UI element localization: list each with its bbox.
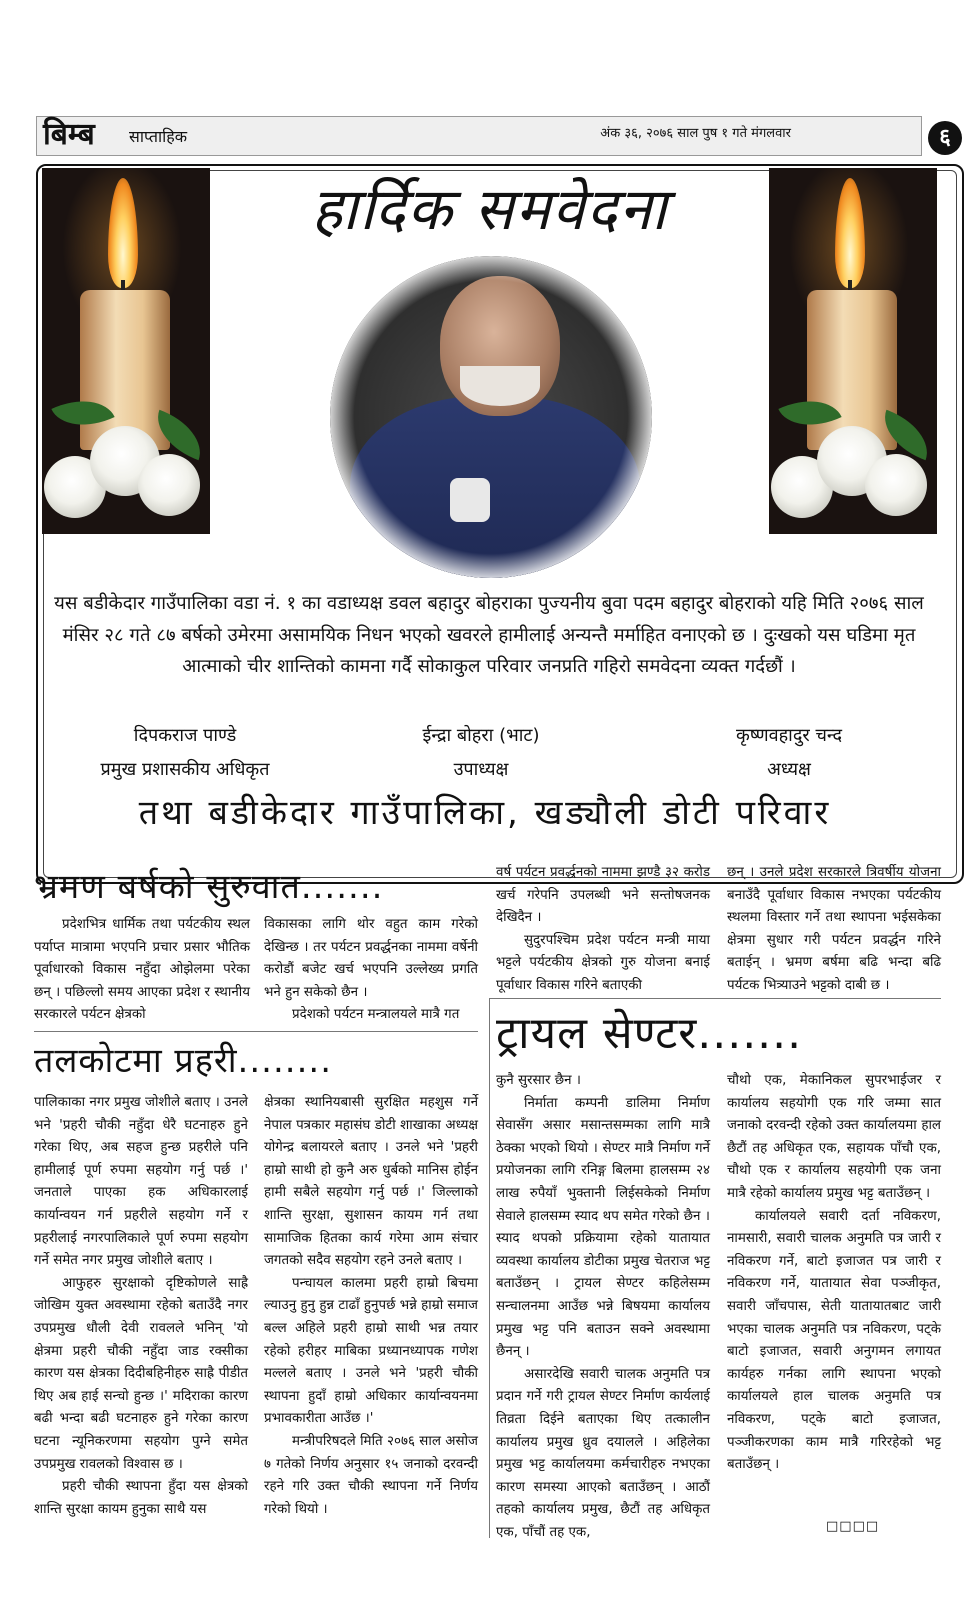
newspaper-name: बिम्ब [43,117,95,152]
paragraph: क्षेत्रका स्थानियबासी सुरक्षित महशुस गर्ने नेपाल पत्रकार महासंघ डोटी शाखाका अध्यक्ष योगेन्द्र बलायरले बताए । उनले भने 'प्रहरी हाम्रो साथी हो कुनै अरु धुर्बको मानिस होईन हामी सबैले सहयोग गर्नु पर्छ ।' जिल्लाको शान्ति सुरक्षा, सुशासन कायम गर्न तथा सामाजिक हितका कार्य गरेमा आम संचार जगतको सदैव सहयोग रहने उनले बताए । [264,1095,478,1269]
section-divider [489,998,941,999]
police-column-2 [264,1092,478,1521]
paragraph: कुनै सुरसार छैन । [496,1073,581,1088]
signatory-title-1: प्रमुख प्रशासकीय अधिकृत [100,759,270,780]
paragraph: पालिकाका नगर प्रमुख जोशीले बताए । उनले भने 'प्रहरी चौकी नहुँदा धेरै घटनाहरु हुने गरेका थिए, अब सहज हुन्छ प्रहरीले पनि हामीलाई पूर्ण रुपमा सहयोग गर्नु पर्छ ।' जनताले पाएका हक अधिकारलाई कार्यान्वयन गर्न प्रहरीले सहयोग गर्ने र प्रहरीलाई नगरपालिकाले पूर्ण रुपमा सहयोग गर्ने समेत नगर प्रमुख जोशीले बताए । [34,1095,248,1269]
tourism-column-4 [727,862,941,998]
tourism-article-title: भ्रमण बर्षको सुरुवात....... [34,867,384,907]
trial-centre-column-1 [496,1070,710,1544]
condolence-closing: तथा बडीकेदार गाउँपालिका, खड्यौली डोटी परिवार [138,793,832,833]
white-rose-icon [138,454,200,516]
paragraph: कार्यालयले सवारी दर्ता नविकरण, नामसारी, सवारी चालक अनुमति पत्र जारी र नविकरण गर्ने, बाटो इजाजत पत्र जारी र नविकरण गर्ने, यातायात सेवा पञ्जीकृत, सवारी जाँचपास, सेती यातायातबाट जारी भएका चालक अनुमति पत्र नविकरण, पट्के बाटो इजाजत, सवारी अनुगमन लगायत कार्यहरु गर्नका लागि स्थापना भएको कार्यालयले हाल चालक अनुमति पत्र नविकरण, पट्के बाटो इजाजत, पञ्जीकरणका काम मात्रै गरिरहेको भट्ट बताउँछन् । [727,1208,941,1473]
paragraph: प्रहरी चौकी स्थापना हुँदा यस क्षेत्रको शान्ति सुरक्षा कायम हुनुका साथै यस [34,1479,248,1517]
paragraph: विकासका लागि थोर वहुत काम गरेको देखिन्छ । तर पर्यटन प्रवर्द्धनका नाममा वर्षेनी करोडौं बजेट खर्च भएपनि उल्लेख्य प्रगति भने हुन सकेको छैन । [264,917,478,1000]
signatory-title-2: उपाध्यक्ष [453,759,509,780]
paragraph: वर्ष पर्यटन प्रवर्द्धनको नाममा झण्डै ३२ करोड खर्च गरेपनि उपलब्धी भने सन्तोषजनक देखिदैन । [496,865,710,926]
paragraph: सुदुरपश्चिम प्रदेश पर्यटन मन्त्री माया भट्टले पर्यटकीय क्षेत्रको गुरु योजना बनाई पूर्वाधार विकास गरिने बताएकी [496,932,710,993]
paragraph: निर्माता कम्पनी डालिमा निर्माण सेवासँग असार मसान्तसम्मका लागि मात्रै ठेक्का भएको थियो । सेण्टर मात्रै निर्माण गर्ने प्रयोजनका लागि रनिङ्ग बिलमा हालसम्म २४ लाख रुपैयाँ भुक्तानी लिईसकेको निर्माण सेवाले हालसम्म स्याद थप समेत गरेको छैन । स्याद थपको प्रक्रियामा रहेको यातायात व्यवस्था कार्यालय डोटीका प्रमुख चेतराज भट्ट बताउँछन् । ट्रायल सेण्टर कहिलेसम्म सन्चालनमा आउँछ भन्ने बिषयमा कार्यालय प्रमुख भट्ट पनि बताउन सक्ने अवस्थामा छैनन् । [496,1095,710,1360]
trial-centre-article-title: ट्रायल सेण्टर....... [496,1008,803,1059]
police-column-1 [34,1092,248,1521]
candle-image-right [769,168,937,534]
tourism-column-1 [34,914,250,1027]
trial-centre-column-2 [727,1070,941,1477]
paragraph: असारदेखि सवारी चालक अनुमति पत्र प्रदान गर्ने गरी ट्रायल सेण्टर निर्माण कार्यलाई तिव्रता दिईने बताएका थिए तत्कालीन कार्यालय प्रमुख ध्रुव दयालले । अहिलेका प्रमुख भट्ट कार्यालयमा कर्मचारीहरु नभएका कारण समस्या आएको बताउँछन् । आठौं तहको कार्यालय प्रमुख, छैटौं तह अधिकृत एक, पाँचौं तह एक, [496,1366,710,1540]
signatory-name-1: दिपकराज पाण्डे [133,725,237,746]
paragraph: मन्त्रीपरिषदले मिति २०७६ साल असोज ७ गतेको निर्णय अनुसार १५ जनाको दरवन्दी रहने गरि उक्त चौकी स्थापना गर्ने निर्णय गरेको थियो । [264,1433,478,1517]
paragraph: चौथो एक, मेकानिकल सुपरभाईजर र कार्यालय सहयोगी एक गरि जम्मा सात जनाको दरवन्दी रहेको उक्त कार्यालयमा हाल छैटौं तह अधिकृत एक, सहायक पाँचौ एक, चौथो एक र कार्यालय सहयोगी एक जना मात्रै रहेको कार्यालय प्रमुख भट्ट बताउँछन् । [727,1073,941,1201]
issue-date-line: अंक ३६, २०७६ साल पुष १ गते मंगलवार [600,126,791,141]
tourism-column-2 [264,914,478,1027]
signatory-name-3: कृष्णवहादुर चन्द [735,725,843,746]
newspaper-subtitle: साप्ताहिक [129,127,188,146]
section-divider [34,1031,478,1032]
article-end-mark: □□□□ [826,1519,880,1534]
deceased-portrait [330,256,652,578]
signatory-name-2: ईन्द्रा बोहरा (भाट) [422,725,540,746]
paragraph: आफुहरु सुरक्षाको दृष्टिकोणले साह्रै जोखिम युक्त अवस्थामा रहेको बताउँदै नगर उपप्रमुख धौली देवी रावलले भनिन् 'यो क्षेत्रमा प्रहरी चौकी नहुँदा जाड रक्सीका कारण यस क्षेत्रका दिदीबहिनीहरु साह्रै पीडीत थिए अब हाई सन्चो हुन्छ ।' मदिराका कारण बढी भन्दा बढी घटनाहरु हुने गरेका कारण घटना न्यूनिकरणमा सहयोग पुग्ने समेत उपप्रमुख रावलको विश्वास छ । [34,1275,248,1472]
column-divider [489,998,490,1538]
portrait-vignette [330,256,652,578]
tourism-column-3 [496,862,710,998]
police-article-title: तलकोटमा प्रहरी........ [34,1041,333,1081]
white-rose-icon [865,454,927,516]
masthead [36,116,922,156]
condolence-heading: हार्दिक समवेदना [311,175,669,243]
signatory-title-3: अध्यक्ष [767,759,811,780]
paragraph: पन्चायल कालमा प्रहरी हाम्रो बिचमा ल्याउनु हुनु हुन्न टाढाँ हुनुपर्छ भन्ने हाम्रो समाज बल्ल अहिले प्रहरी हाम्रो साथी भन्न तयार रहेको हरीहर माबिका प्रध्यानध्यापक गणेश मल्लले बताए । उनले भने 'प्रहरी चौकी स्थापना हुदाँ हाम्रो अधिकार कार्यान्वयनमा प्रभावकारीता आउँछ ।' [264,1275,478,1427]
paragraph: छन् । उनले प्रदेश सरकारले त्रिवर्षीय योजना बनाउँदै पूर्वाधार विकास नभएका पर्यटकीय स्थलमा विस्तार गर्ने तथा स्थापना भईसकेका क्षेत्रमा सुधार गरी पर्यटन प्रवर्द्धन गरिने बताईन् । भ्रमण बर्षमा बढि भन्दा बढि पर्यटक भित्र्याउने भट्टको दाबी छ । [727,865,941,993]
page-number-badge: ६ [928,121,962,155]
paragraph: प्रदेशभित्र धार्मिक तथा पर्यटकीय स्थल पर्याप्त मात्रामा भएपनि प्रचार प्रसार भौतिक पूर्वाधारको विकास नहुँदा ओझेलमा परेका छन् । पछिल्लो समय आएका प्रदेश र स्थानीय सरकारले पर्यटन क्षेत्रको [34,917,250,1023]
candle-image-left [42,168,210,534]
paragraph: प्रदेशको पर्यटन मन्त्रालयले मात्रै गत [292,1007,460,1023]
condolence-message: यस बडीकेदार गाउँपालिका वडा नं. १ का वडाध्यक्ष डवल बहादुर बोहराका पुज्यनीय बुवा पदम बहादुर बोहराको यहि मिति २०७६ साल मंसिर २८ गते ८७ बर्षको उमेरमा असामयिक निधन भएको खवरले हामीलाई अन्यन्तै मर्माहित वनाएको छ । दुःखको यस घडिमा मृत आत्माको चीर शान्तिको कामना गर्दै सोकाकुल परिवार जनप्रति गहिरो समवेदना व्यक्त गर्दछौं । [54,593,924,677]
